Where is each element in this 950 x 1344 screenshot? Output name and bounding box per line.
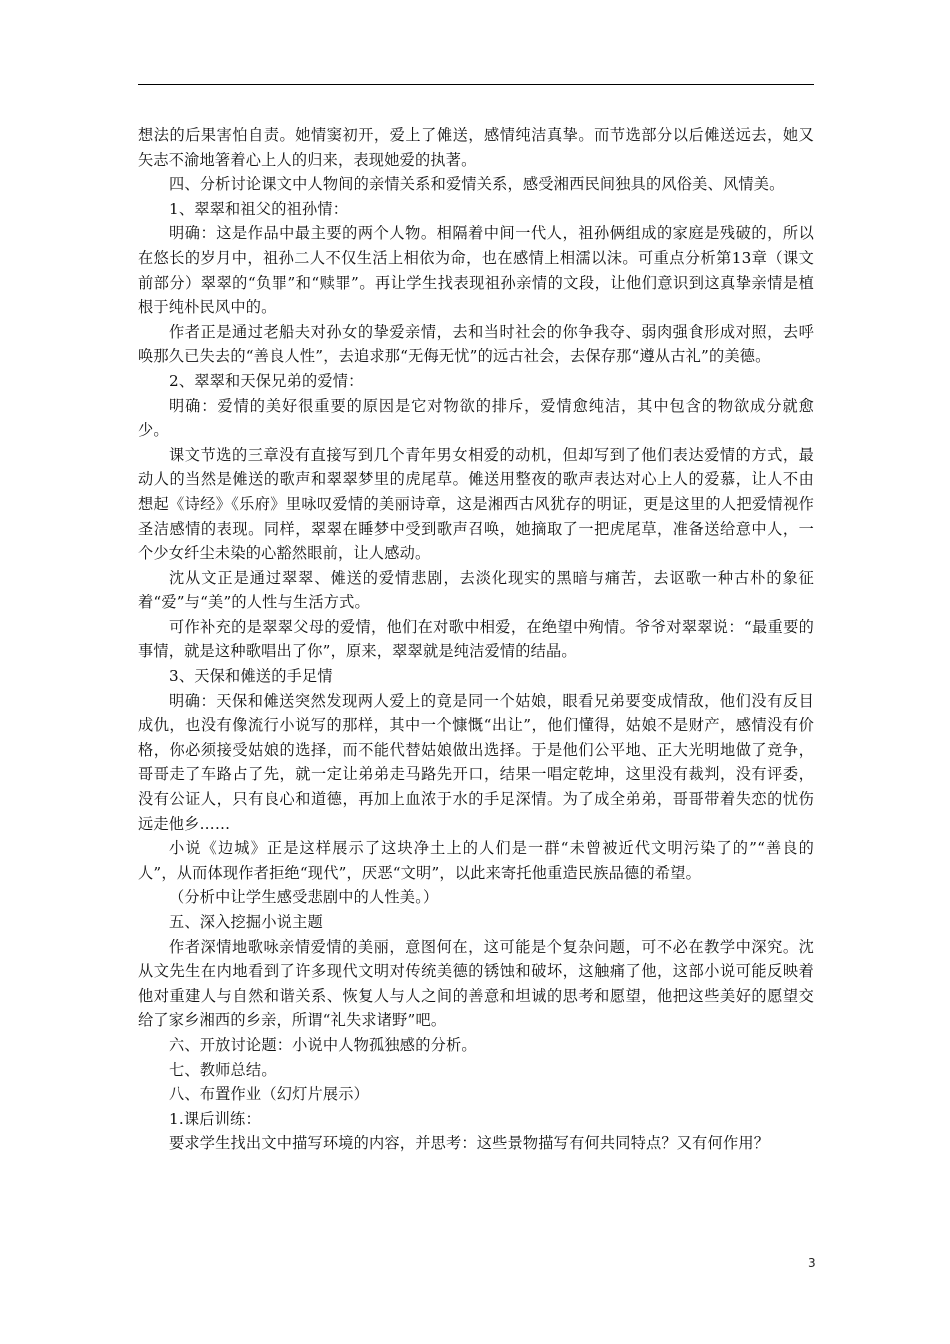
paragraph: 课文节选的三章没有直接写到几个青年男女相爱的动机，但却写到了他们表达爱情的方式，最动人的当然是傩送的歌声和翠翠梦里的虎尾草。傩送用整夜的歌声表达对心上人的爱慕，让人不由想起《诗经》《乐府》里咏叹爱情的美丽诗章，这是湘西古风犹存的明证，更是这里的人把爱情视作圣洁感情的表现。同样，翠翠在睡梦中受到歌声召唤，她摘取了一把虎尾草，准备送给意中人，一个少女纤尘未染的心豁然眼前，让人感动。 xyxy=(138,445,814,563)
paragraph: 小说《边城》正是这样展示了这块净土上的人们是一群“未曾被近代文明污染了的”“善良的人”，从而体现作者拒绝“现代”，厌恶“文明”，以此来寄托他重造民族品德的希望。 xyxy=(138,839,814,882)
paragraph: 作者深情地歌咏亲情爱情的美丽，意图何在，这可能是个复杂问题，可不必在教学中深究。沈从文先生在内地看到了许多现代文明对传统美德的锈蚀和破坏，这触痛了他，这部小说可能反映着他对重建人与自然和谐关系、恢复人与人之间的善意和坦诚的思考和愿望，他把这些美好的愿望交给了家乡湘西的乡亲，所谓“礼失求诸野”吧。 xyxy=(138,937,814,1030)
document-body xyxy=(138,123,814,1156)
paragraph: 明确：爱情的美好很重要的原因是它对物欲的排斥，爱情愈纯洁，其中包含的物欲成分就愈少。 xyxy=(138,396,814,440)
paragraph: 要求学生找出文中描写环境的内容，并思考：这些景物描写有何共同特点？又有何作用？ xyxy=(169,1134,770,1153)
paragraph: 想法的后果害怕自责。她情窦初开，爱上了傩送，感情纯洁真挚。而节选部分以后傩送远去，她又矢志不渝地箸着心上人的归来，表现她爱的执著。 xyxy=(138,126,814,169)
paragraph: 可作补充的是翠翠父母的爱情，他们在对歌中相爱，在绝望中殉情。爷爷对翠翠说：“最重要的事情，就是这种歌唱出了你”，原来，翠翠就是纯洁爱情的结晶。 xyxy=(138,617,814,661)
page-number: 3 xyxy=(808,1256,816,1270)
section-heading: 五、深入挖掘小说主题 xyxy=(169,913,323,931)
header-rule xyxy=(138,84,814,85)
paragraph: 沈从文正是通过翠翠、傩送的爱情悲剧，去淡化现实的黑暗与痛苦，去讴歌一种古朴的象征着“爱”与“美”的人性与生活方式。 xyxy=(138,568,814,612)
subsection-heading: 1.课后训练： xyxy=(169,1109,261,1128)
subsection-heading: 1、翠翠和祖父的祖孙情： xyxy=(169,199,349,218)
section-heading: 八、布置作业（幻灯片展示） xyxy=(169,1085,370,1104)
paragraph: 作者正是通过老船夫对孙女的挚爱亲情，去和当时社会的你争我夺、弱肉强食形成对照，去呼唤那久已失去的“善良人性”，去追求那“无侮无忧”的远古社会，去保存那“遵从古礼”的美德。 xyxy=(138,322,814,366)
subsection-heading: 2、翠翠和天保兄弟的爱情： xyxy=(169,371,364,390)
section-heading: 七、教师总结。 xyxy=(169,1060,277,1079)
paragraph: 明确：这是作品中最主要的两个人物。相隔着中间一代人，祖孙俩组成的家庭是残破的，所以在悠长的岁月中，祖孙二人不仅生活上相依为命，也在感情上相濡以沫。可重点分析第13章（课文前部分）翠翠的“负罪”和“赎罪”。再让学生找表现祖孙亲情的文段，让他们意识到这真挚亲情是植根于纯朴民风中的。 xyxy=(138,224,814,317)
section-heading: 四、分析讨论课文中人物间的亲情关系和爱情关系，感受湘西民间独具的风俗美、风情美。 xyxy=(169,175,785,194)
subsection-heading: 3、天保和傩送的手足情 xyxy=(169,667,333,686)
paragraph: （分析中让学生感受悲剧中的人性美。） xyxy=(169,888,439,907)
section-heading: 六、开放讨论题：小说中人物孤独感的分析。 xyxy=(169,1035,477,1054)
paragraph: 明确：天保和傩送突然发现两人爱上的竟是同一个姑娘，眼看兄弟要变成情敌，他们没有反目成仇，也没有像流行小说写的那样，其中一个慷慨“出让”，他们懂得，姑娘不是财产，感情没有价格，你必须接受姑娘的选择，而不能代替姑娘做出选择。于是他们公平地、正大光明地做了竞争，哥哥走了车路占了先，就一定让弟弟走马路先开口，结果一唱定乾坤，这里没有裁判，没有评委，没有公证人，只有良心和道德，再加上血浓于水的手足深情。为了成全弟弟，哥哥带着失恋的忧伤远走他乡…… xyxy=(138,691,814,833)
